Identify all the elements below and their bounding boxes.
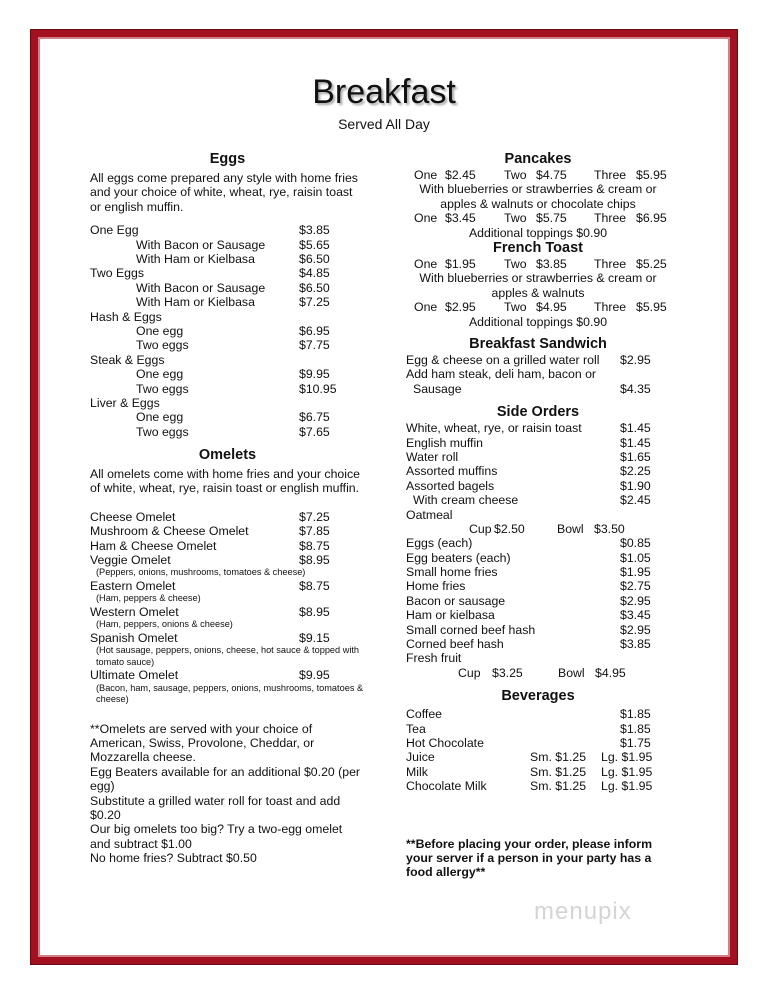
menu-row bbox=[406, 637, 670, 651]
label-one: One bbox=[414, 257, 438, 271]
size-label: Cup bbox=[458, 665, 481, 680]
french-toast-heading: French Toast bbox=[493, 240, 583, 256]
item-name: Juice bbox=[406, 750, 435, 765]
pancakes-with-line-1: With blueberries or strawberries & cream or bbox=[419, 182, 657, 197]
menu-row bbox=[406, 551, 670, 565]
item-price: $2.45 bbox=[620, 493, 651, 508]
item-description: (Hot sausage, peppers, onions, cheese, hot sauce & topped with tomato sauce) bbox=[96, 645, 360, 667]
side-orders-list bbox=[406, 421, 670, 522]
item-name: One egg bbox=[136, 410, 184, 425]
menu-row bbox=[90, 382, 365, 396]
item-name: Tea bbox=[406, 721, 426, 736]
label-three: Three bbox=[594, 211, 627, 226]
item-price: $2.75 bbox=[620, 579, 651, 594]
item-price: $3.45 bbox=[620, 608, 651, 623]
item-price: $6.75 bbox=[299, 410, 330, 425]
size-label: Bowl bbox=[558, 665, 585, 680]
item-price: $1.90 bbox=[620, 478, 651, 493]
page-title: Breakfast bbox=[312, 73, 456, 111]
menu-row bbox=[406, 736, 670, 750]
footnote: Our big omelets too big? Try a two-egg omelet and subtract $1.00 bbox=[90, 822, 343, 851]
item-price: $1.75 bbox=[620, 735, 651, 750]
footnote: No home fries? Subtract $0.50 bbox=[90, 851, 257, 866]
label-two: Two bbox=[504, 211, 527, 226]
item-name: Hot Chocolate bbox=[406, 735, 484, 750]
item-price: $9.95 bbox=[299, 367, 330, 382]
menu-row bbox=[406, 382, 670, 396]
item-name: One egg bbox=[136, 323, 184, 338]
item-name: White, wheat, rye, or raisin toast bbox=[406, 421, 582, 436]
size-label: Cup bbox=[469, 521, 492, 536]
item-price: $8.75 bbox=[299, 578, 330, 593]
eggs-intro: All eggs come prepared any style with home fries and your choice of white, wheat, rye, raisin toast or english muffin. bbox=[90, 171, 358, 214]
menu-row bbox=[406, 779, 670, 793]
small-price: Sm. $1.25 bbox=[530, 779, 587, 794]
item-description: (Ham, peppers & cheese) bbox=[96, 593, 201, 604]
item-name: With Ham or Kielbasa bbox=[136, 252, 255, 266]
item-description: (Bacon, ham, sausage, peppers, onions, mushrooms, tomatoes & cheese) bbox=[96, 682, 364, 705]
pancakes-price-row-1 bbox=[406, 168, 670, 182]
menu-row bbox=[406, 623, 670, 637]
item-price: $8.75 bbox=[299, 538, 330, 553]
item-price: $1.45 bbox=[620, 421, 651, 436]
price: $3.50 bbox=[594, 521, 625, 536]
menu-row bbox=[406, 464, 670, 478]
item-name: Egg beaters (each) bbox=[406, 550, 511, 565]
item-price: $7.85 bbox=[299, 524, 330, 539]
menu-row bbox=[90, 252, 365, 266]
beverages-heading: Beverages bbox=[501, 688, 575, 705]
item-price: $1.05 bbox=[620, 550, 651, 565]
item-name: With Bacon or Sausage bbox=[136, 237, 266, 252]
menu-row bbox=[90, 425, 365, 439]
item-price: $8.95 bbox=[299, 604, 330, 619]
pancakes-with-line-2: apples & walnuts or chocolate chips bbox=[440, 196, 636, 211]
price: $4.95 bbox=[595, 665, 626, 680]
omelets-heading: Omelets bbox=[198, 447, 257, 464]
omelets-intro: All omelets come with home fries and your choice of white, wheat, rye, raisin toast or english muffin. bbox=[90, 467, 360, 496]
omelets-footnotes bbox=[90, 722, 365, 866]
right-column bbox=[406, 151, 670, 880]
side-orders-heading: Side Orders bbox=[496, 404, 580, 421]
item-name: Bacon or sausage bbox=[406, 593, 506, 608]
item-name: With cream cheese bbox=[413, 493, 519, 508]
small-price: Sm. $1.25 bbox=[530, 764, 587, 779]
item-price: $7.65 bbox=[299, 424, 330, 439]
french-toast-with-line-1: With blueberries or strawberries & cream or bbox=[419, 271, 657, 286]
item-price: $2.95 bbox=[620, 622, 651, 637]
label-two: Two bbox=[504, 168, 527, 182]
item-price: $7.25 bbox=[299, 509, 330, 524]
menu-row bbox=[90, 266, 365, 280]
item-name: Ham & Cheese Omelet bbox=[90, 538, 217, 553]
eggs-list bbox=[90, 223, 365, 439]
item-name: Assorted bagels bbox=[406, 478, 495, 493]
item-price: $4.35 bbox=[620, 381, 651, 396]
footnote: Substitute a grilled water roll for toast and add $0.20 bbox=[90, 793, 341, 822]
item-name: One egg bbox=[136, 367, 184, 382]
item-price: $2.95 bbox=[620, 593, 651, 608]
menu-row bbox=[406, 594, 670, 608]
price: $4.95 bbox=[536, 300, 567, 315]
pancakes-price-row-2 bbox=[406, 211, 670, 225]
item-name: Add ham steak, deli ham, bacon or bbox=[406, 367, 597, 382]
item-name: Ultimate Omelet bbox=[90, 668, 179, 683]
item-price: $1.65 bbox=[620, 449, 651, 464]
menu-row bbox=[406, 493, 670, 507]
french-toast-with-line-2: apples & walnuts bbox=[491, 285, 585, 300]
item-name: Egg & cheese on a grilled water roll bbox=[406, 353, 600, 367]
menu-row bbox=[406, 536, 670, 550]
menu-row bbox=[90, 223, 365, 237]
item-name: Home fries bbox=[406, 579, 466, 594]
label-two: Two bbox=[504, 257, 527, 271]
menu-row bbox=[406, 707, 670, 721]
menu-row bbox=[90, 410, 365, 424]
price: $5.95 bbox=[636, 168, 667, 182]
item-price: $1.85 bbox=[620, 707, 651, 722]
menu-row bbox=[90, 238, 365, 252]
left-column bbox=[90, 151, 365, 866]
item-price: $8.95 bbox=[299, 553, 330, 568]
label-one: One bbox=[414, 211, 438, 226]
menu-row bbox=[90, 396, 365, 410]
pancakes-toppings: Additional toppings $0.90 bbox=[468, 225, 608, 240]
item-price: $6.95 bbox=[299, 323, 330, 338]
footnote: **Omelets are served with your choice of American, Swiss, Provolone, Cheddar, or Mozzarella cheese. bbox=[90, 721, 315, 765]
menu-row bbox=[90, 281, 365, 295]
menu-row bbox=[90, 510, 365, 524]
menu-row bbox=[406, 508, 670, 522]
sandwich-heading: Breakfast Sandwich bbox=[469, 336, 607, 352]
pancakes-heading: Pancakes bbox=[504, 151, 572, 167]
price: $3.85 bbox=[536, 257, 567, 271]
label-one: One bbox=[414, 168, 438, 182]
fruit-sizes bbox=[406, 666, 670, 680]
item-name: Liver & Eggs bbox=[90, 395, 160, 410]
small-price: Sm. $1.25 bbox=[530, 750, 587, 765]
item-price: $9.15 bbox=[299, 630, 330, 645]
item-price: $9.95 bbox=[299, 668, 330, 683]
item-price: $7.25 bbox=[299, 295, 330, 310]
price: $2.45 bbox=[445, 168, 476, 182]
item-name: Western Omelet bbox=[90, 604, 179, 619]
item-price: $2.25 bbox=[620, 464, 651, 479]
price: $2.50 bbox=[494, 521, 525, 536]
menu-row bbox=[406, 579, 670, 593]
item-name: Two Eggs bbox=[90, 266, 144, 281]
menu-row bbox=[90, 367, 365, 381]
large-price: Lg. $1.95 bbox=[601, 779, 653, 794]
item-price: $10.95 bbox=[299, 381, 337, 396]
price: $5.95 bbox=[636, 300, 667, 315]
menu-row bbox=[406, 765, 670, 779]
menu-row bbox=[90, 353, 365, 367]
french-toast-price-row-2 bbox=[406, 300, 670, 314]
item-name: Two eggs bbox=[136, 424, 189, 439]
eggs-heading: Eggs bbox=[209, 151, 246, 167]
item-name: Chocolate Milk bbox=[406, 779, 487, 794]
item-name: With Ham or Kielbasa bbox=[136, 295, 255, 310]
item-price: $6.50 bbox=[299, 280, 330, 295]
item-price: $1.45 bbox=[620, 435, 651, 450]
menu-row bbox=[406, 608, 670, 622]
watermark-logo: menupix bbox=[534, 898, 632, 925]
price: $2.95 bbox=[445, 300, 476, 315]
item-name: Oatmeal bbox=[406, 507, 453, 522]
item-name: Two eggs bbox=[136, 338, 189, 353]
allergy-note: **Before placing your order, please inform your server if a person in your party has a food allergy** bbox=[406, 836, 653, 880]
menu-row bbox=[406, 367, 670, 381]
label-three: Three bbox=[594, 168, 627, 182]
item-name: Eggs (each) bbox=[406, 536, 473, 551]
menu-row bbox=[90, 605, 365, 619]
menu-row bbox=[406, 353, 670, 367]
label-one: One bbox=[414, 300, 438, 315]
price: $6.95 bbox=[636, 211, 667, 226]
menu-row bbox=[90, 553, 365, 567]
label-three: Three bbox=[594, 257, 627, 271]
item-name: Coffee bbox=[406, 707, 443, 722]
item-name: Veggie Omelet bbox=[90, 553, 171, 568]
item-price: $1.85 bbox=[620, 721, 651, 736]
menu-row bbox=[406, 436, 670, 450]
item-price: $3.85 bbox=[299, 223, 330, 238]
menu-row bbox=[90, 631, 365, 645]
large-price: Lg. $1.95 bbox=[601, 764, 653, 779]
item-name: Mushroom & Cheese Omelet bbox=[90, 524, 249, 539]
item-name: Milk bbox=[406, 764, 428, 779]
menu-row bbox=[406, 450, 670, 464]
menu-row bbox=[90, 579, 365, 593]
item-name: With Bacon or Sausage bbox=[136, 280, 266, 295]
item-name: One Egg bbox=[90, 223, 139, 238]
side-orders-list-2 bbox=[406, 536, 670, 666]
size-label: Bowl bbox=[557, 521, 584, 536]
french-toast-price-row-1 bbox=[406, 257, 670, 271]
item-name: Water roll bbox=[406, 449, 459, 464]
item-name: Small home fries bbox=[406, 565, 498, 580]
footnote: Egg Beaters available for an additional $0.20 (per egg) bbox=[90, 764, 361, 794]
menu-row bbox=[90, 668, 365, 682]
menu-row bbox=[90, 295, 365, 309]
item-name: English muffin bbox=[406, 435, 484, 450]
price: $5.75 bbox=[536, 211, 567, 226]
omelets-list bbox=[90, 510, 365, 706]
price: $3.25 bbox=[492, 665, 523, 680]
menu-row bbox=[406, 421, 670, 435]
item-price: $6.50 bbox=[299, 252, 330, 266]
item-name: Fresh fruit bbox=[406, 651, 462, 666]
item-name: Steak & Eggs bbox=[90, 352, 165, 367]
large-price: Lg. $1.95 bbox=[601, 750, 653, 765]
french-toast-toppings: Additional toppings $0.90 bbox=[468, 314, 608, 329]
oatmeal-sizes bbox=[406, 522, 670, 536]
price: $4.75 bbox=[536, 168, 567, 182]
item-description: (Ham, peppers, onions & cheese) bbox=[96, 619, 233, 630]
label-three: Three bbox=[594, 300, 627, 315]
page-subtitle: Served All Day bbox=[338, 116, 430, 132]
price: $3.45 bbox=[445, 211, 476, 226]
item-name: Small corned beef hash bbox=[406, 622, 536, 637]
beverages-list bbox=[406, 707, 670, 793]
item-name: Assorted muffins bbox=[406, 464, 498, 479]
menu-row bbox=[406, 651, 670, 665]
item-description: (Peppers, onions, mushrooms, tomatoes & cheese) bbox=[96, 567, 306, 578]
menu-row bbox=[406, 722, 670, 736]
item-name: Spanish Omelet bbox=[90, 630, 178, 645]
price: $1.95 bbox=[445, 257, 476, 271]
item-price: $1.95 bbox=[620, 565, 651, 580]
menu-row bbox=[406, 479, 670, 493]
price: $5.25 bbox=[636, 257, 667, 271]
item-name: Corned beef hash bbox=[406, 637, 504, 652]
item-name: Two eggs bbox=[136, 381, 189, 396]
item-price: $3.85 bbox=[620, 637, 651, 652]
menu-row bbox=[406, 750, 670, 764]
item-price: $2.95 bbox=[620, 353, 651, 367]
menu-row bbox=[406, 565, 670, 579]
item-price: $5.65 bbox=[299, 237, 330, 252]
item-name: Ham or kielbasa bbox=[406, 608, 495, 623]
item-name: Hash & Eggs bbox=[90, 309, 162, 324]
menu-row bbox=[90, 324, 365, 338]
item-price: $4.85 bbox=[299, 266, 330, 281]
item-price: $0.85 bbox=[620, 536, 651, 551]
menu-row bbox=[90, 539, 365, 553]
item-price: $7.75 bbox=[299, 338, 330, 353]
item-name: Eastern Omelet bbox=[90, 578, 176, 593]
item-name: Cheese Omelet bbox=[90, 509, 176, 524]
menu-row bbox=[90, 310, 365, 324]
label-two: Two bbox=[504, 300, 527, 315]
menu-row bbox=[90, 524, 365, 538]
menu-row bbox=[90, 338, 365, 352]
item-name: Sausage bbox=[413, 381, 462, 396]
